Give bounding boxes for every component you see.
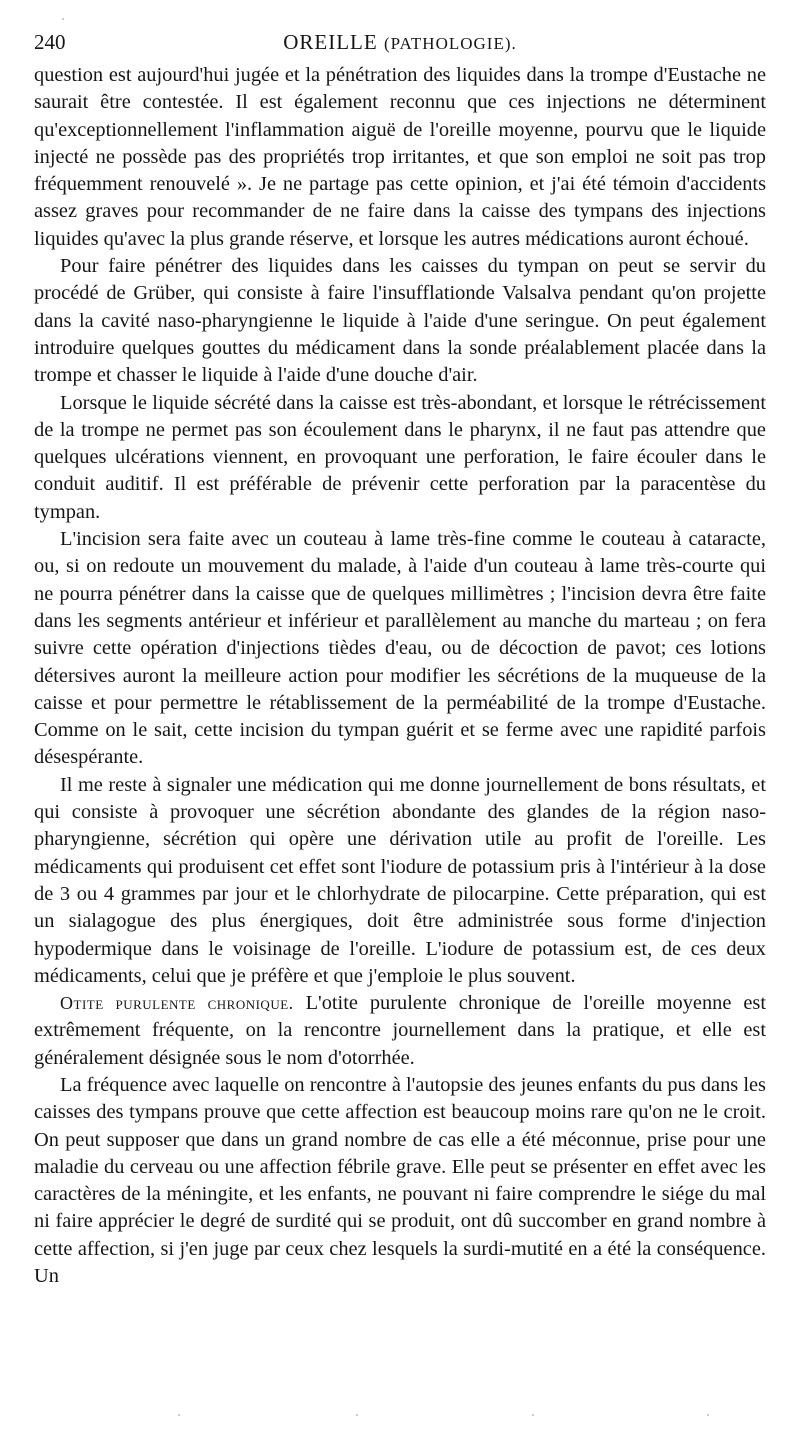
scan-speck (707, 1414, 709, 1416)
running-title (34, 22, 766, 64)
paragraph-1: question est aujourd'hui jugée et la pénétration des liquides dans la trompe d'Eustache ne saurait être contestée. Il est également reconnu que ces injections ne déterminent qu'exceptionnellement l'inflammation aiguë de l'oreille moyenne, pourvu que le liquide injecté ne possède pas des propriétés trop irritantes, et que son emploi ne soit pas trop fréquemment renouvelé ». Je ne partage pas cette opinion, et j'ai été témoin d'accidents assez graves pour recommander de ne faire dans la caisse des tympans des injections liquides qu'avec la plus grande réserve, et lorsque les autres médications auront échoué. (34, 64, 766, 250)
book-page (34, 22, 766, 1290)
section-heading: Otite purulente chronique. (60, 993, 294, 1014)
paragraph-7: La fréquence avec laquelle on rencontre à l'autopsie des jeunes enfants du pus dans les caisses des tympans prouve que cette affection est beaucoup moins rare qu'on ne le croit. On peut supposer que dans un grand nombre de cas elle a été méconnue, prise pour une maladie du cerveau ou une affection fébrile grave. Elle peut se présenter en effet avec les caractères de la méningite, et les enfants, ne pouvant ni faire comprendre le siége du mal ni faire apprécier le degré de surdité qui se produit, ont dû succomber en grand nombre à cette affection, si j'en juge par ceux chez lesquels la surdi-mutité en a été la conséquence. Un (34, 1073, 766, 1288)
paragraph-2: Pour faire pénétrer des liquides dans les caisses du tympan on peut se servir du procédé de Grüber, qui consiste à faire l'insufflationde Valsalva pendant qu'on projette dans la cavité naso-pharyngienne le liquide à l'aide d'une seringue. On peut également introduire quelques gouttes du médicament dans la sonde préalablement placée dans la trompe et chasser le liquide à l'aide d'une douche d'air. (34, 255, 766, 387)
running-title-main: OREILLE (283, 30, 378, 54)
page-number: 240 (34, 30, 66, 54)
running-title-sub: (PATHOLOGIE). (383, 34, 517, 53)
scan-speck (356, 1414, 358, 1416)
scan-speck (532, 1414, 534, 1416)
paragraph-4: L'incision sera faite avec un couteau à lame très-fine comme le couteau à cataracte, ou, si on redoute un mouvement du malade, à l'aide d'un couteau à lame très-courte qui ne pourra pénétrer dans la caisse que de quelques millimètres ; l'incision devra être faite dans les segments antérieur et inférieur et parallèlement au manche du marteau ; on fera suivre cette opération d'injections tièdes d'eau, ou de décoction de pavot; ces lotions détersives auront la meilleure action pour modifier les sécrétions de la muqueuse de la caisse et pour permettre le rétablissement de la perméabilité de la trompe d'Eustache. Comme on le sait, cette incision du tympan guérit et se ferme avec une rapidité parfois désespérante. (34, 528, 766, 769)
paragraph-3: Lorsque le liquide sécrété dans la caisse est très-abondant, et lorsque le rétrécissement de la trompe ne permet pas son écoulement dans le pharynx, il ne faut pas attendre que quelques ulcérations viennent, en provoquant une perforation, le faire écouler dans le conduit auditif. Il est préférable de prévenir cette perforation par la paracentèse du tympan. (34, 391, 766, 523)
scan-speck (178, 1414, 180, 1416)
paragraph-6 (34, 990, 766, 1072)
scan-speck (62, 18, 64, 20)
running-head (34, 22, 766, 62)
section-text: L'otite purulente chronique de l'oreille moyenne est extrêmement fréquente, on la rencontre journellement dans la pratique, et elle est généralement désignée sous le nom d'otorrhée. (34, 992, 766, 1069)
paragraph-5: Il me reste à signaler une médication qui me donne journellement de bons résultats, et qui consiste à provoquer une sécrétion abondante des glandes de la région naso-pharyngienne, sécrétion qui opère une dérivation utile au profit de l'oreille. Les médicaments qui produisent cet effet sont l'iodure de potassium pris à l'intérieur à la dose de 3 ou 4 grammes par jour et le chlorhydrate de pilocarpine. Cette préparation, qui est un sialagogue des plus énergiques, doit être administrée sous forme d'injection hypodermique dans le voisinage de l'oreille. L'iodure de potassium est, de ces deux médicaments, celui que je préfère et que j'emploie le plus souvent. (34, 773, 766, 987)
body-text (34, 62, 766, 1290)
